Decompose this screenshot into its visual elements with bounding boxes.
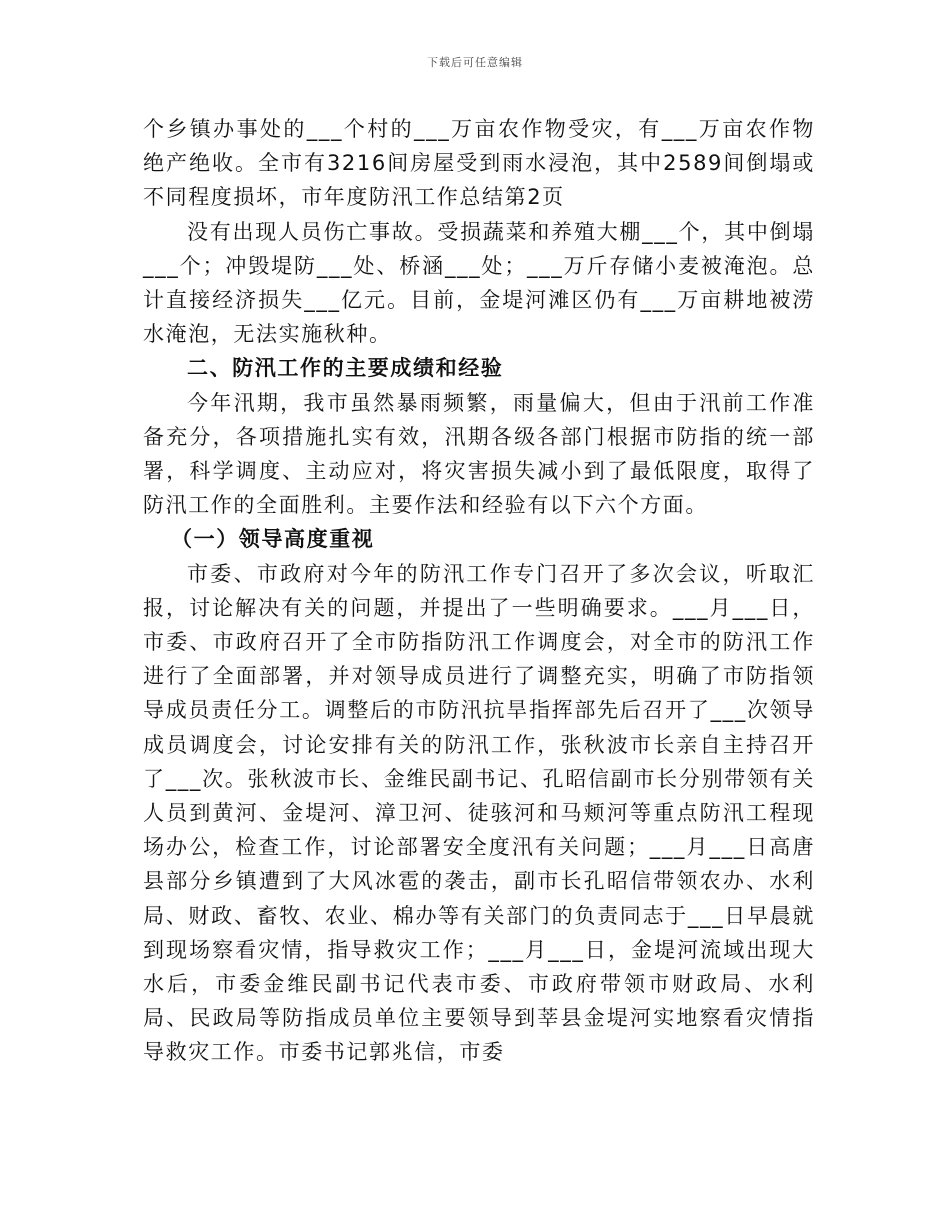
document-body	[143, 112, 815, 1070]
page-header-note: 下载后可任意编辑	[427, 56, 523, 69]
paragraph-losses: 没有出现人员伤亡事故。受损蔬菜和养殖大棚___个，其中倒塌___个；冲毁堤防___处、桥涵___处；___万斤存储小麦被淹泡。总计直接经济损失___亿元。目前，金堤河滩区仍有___万亩耕地被涝水淹泡，无法实施秋种。	[143, 219, 815, 347]
paragraph-crop-damage: 个乡镇办事处的___个村的___万亩农作物受灾，有___万亩农作物绝产绝收。全市有3216间房屋受到雨水浸泡，其中2589间倒塌或不同程度损坏，市年度防汛工作总结第2页	[143, 117, 815, 210]
section-heading-achievements: 二、防汛工作的主要成绩和经验	[187, 356, 504, 381]
paragraph-leadership: 市委、市政府对今年的防汛工作专门召开了多次会议，听取汇报，讨论解决有关的问题，并提出了一些明确要求。___月___日，市委、市政府召开了全市防指防汛工作调度会，对全市的防汛工作进行了全面部署，并对领导成员进行了调整充实，明确了市防指领导成员责任分工。调整后的市防汛抗旱指挥部先后召开了___次领导成员调度会，讨论安排有关的防汛工作，张秋波市长亲自主持召开了___次。张秋波市长、金维民副书记、孔昭信副市长分别带领有关人员到黄河、金堤河、漳卫河、徒骇河和马颊河等重点防汛工程现场办公，检查工作，讨论部署安全度汛有关问题；___月___日高唐县部分乡镇遭到了大风冰雹的袭击，副市长孔昭信带领农办、水利局、财政、畜牧、农业、棉办等有关部门的负责同志于___日早晨就到现场察看灾情，指导救灾工作；___月___日，金堤河流域出现大水后，市委金维民副书记代表市委、市政府带领市财政局、水利局、民政局等防指成员单位主要领导到莘县金堤河实地察看灾情指导救灾工作。市委书记郭兆信，市委	[143, 561, 815, 1065]
subsection-heading-leadership: （一）领导高度重视	[171, 527, 375, 552]
paragraph-summary: 今年汛期，我市虽然暴雨频繁，雨量偏大，但由于汛前工作准备充分，各项措施扎实有效，汛期各级各部门根据市防指的统一部署，科学调度、主动应对，将灾害损失减小到了最低限度，取得了防汛工作的全面胜利。主要作法和经验有以下六个方面。	[143, 390, 815, 518]
